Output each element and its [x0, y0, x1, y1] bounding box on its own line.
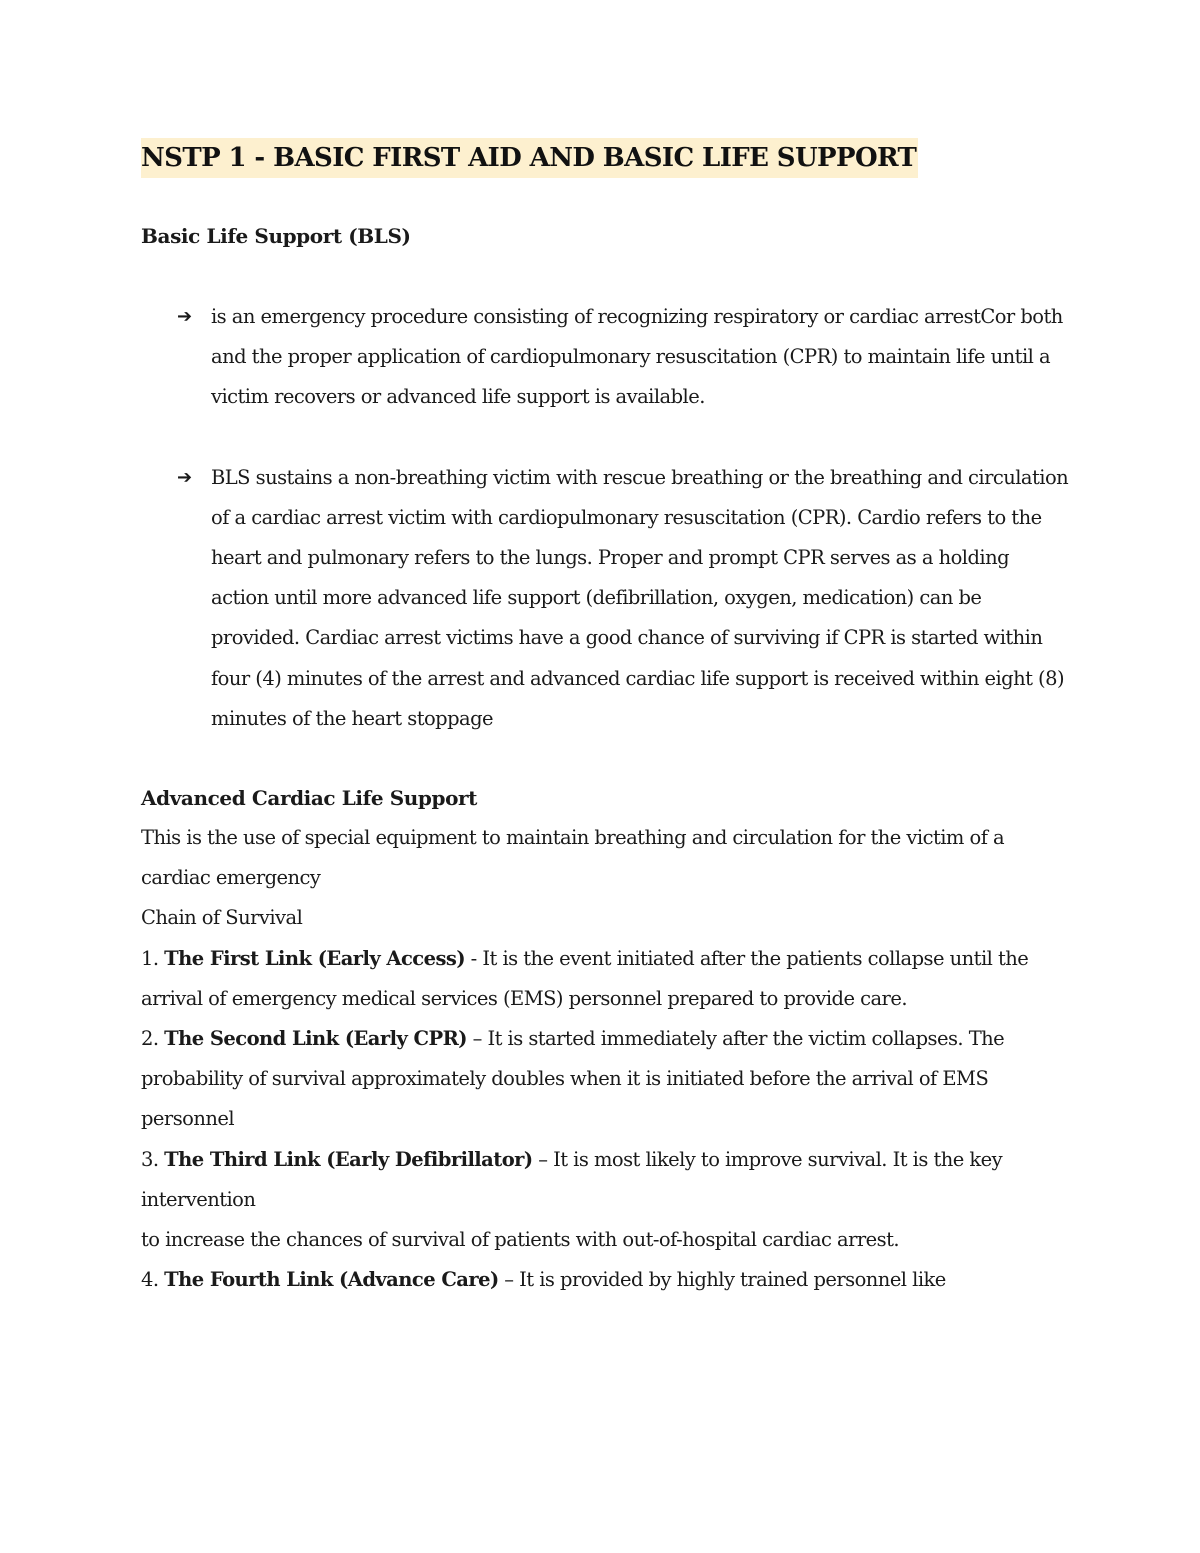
link-text: It is most likely to improve survival. It is the key intervention: [141, 1147, 1003, 1211]
chain-heading: Chain of Survival: [141, 906, 303, 930]
arrow-right-icon: ➔: [177, 306, 192, 327]
link-separator: –: [504, 1268, 514, 1292]
bullet-item: [141, 297, 1071, 418]
chain-link-3-continuation: to increase the chances of survival of patients with out-of-hospital cardiac arrest.: [141, 1228, 900, 1252]
bullet-item: [141, 458, 1071, 739]
link-label: The Second Link (Early CPR): [164, 1027, 467, 1051]
arrow-right-icon: ➔: [177, 466, 192, 488]
bls-heading: Basic Life Support (BLS): [141, 224, 411, 248]
link-text: It is the event initiated after the patients collapse until the arrival of emergency medical services (EMS) personnel prepared to provide care.: [141, 946, 1029, 1010]
link-label: The Fourth Link (Advance Care): [164, 1268, 499, 1292]
document-page: [141, 138, 1071, 1300]
document-title: NSTP 1 - BASIC FIRST AID AND BASIC LIFE SUPPORT: [141, 138, 918, 178]
spacer: [141, 739, 1071, 778]
link-number: 3.: [141, 1147, 159, 1171]
link-number: 2.: [141, 1027, 159, 1051]
link-separator: –: [538, 1147, 548, 1171]
spacer: [141, 178, 1071, 216]
link-number: 1.: [141, 946, 159, 970]
acls-text: This is the use of special equipment to maintain breathing and circulation for the victim of a cardiac emergency: [141, 826, 1005, 890]
spacer: [141, 418, 1071, 458]
chain-link-4: [141, 1260, 1071, 1300]
link-label: The Third Link (Early Defibrillator): [164, 1147, 533, 1171]
spacer: [141, 256, 1071, 297]
link-separator: –: [472, 1027, 482, 1051]
acls-heading: Advanced Cardiac Life Support: [141, 786, 477, 811]
bullet-text: BLS sustains a non-breathing victim with rescue breathing or the breathing and circulation of a cardiac arrest victim with cardiopulmonary resuscitation (CPR). Cardio refers to the heart and pulmonary refers to the lungs. Proper and prompt CPR serves as a holding action until more advanced life support (defibrillation, oxygen, medication) can be provided. Cardiac arrest victims have a good chance of surviving if CPR is started within four (4) minutes of the arrest and advanced cardiac life support is received within eight (8) minutes of the heart stoppage: [211, 465, 1069, 730]
bullet-text: is an emergency procedure consisting of recognizing respiratory or cardiac arrestCor both and the proper application of cardiopulmonary resuscitation (CPR) to maintain life until a victim recovers or advanced life support is available.: [211, 305, 1063, 409]
link-separator: -: [470, 946, 477, 970]
chain-link-1: [141, 939, 1071, 1019]
link-number: 4.: [141, 1268, 159, 1292]
link-label: The First Link (Early Access): [164, 946, 465, 970]
link-text: It is started immediately after the victim collapses. The probability of survival approximately doubles when it is initiated before the arrival of EMS personnel: [141, 1027, 1005, 1131]
chain-link-3: [141, 1140, 1071, 1220]
link-text: It is provided by highly trained personnel like: [519, 1268, 946, 1292]
chain-link-2: [141, 1019, 1071, 1140]
bls-bullet-list: [141, 297, 1071, 739]
